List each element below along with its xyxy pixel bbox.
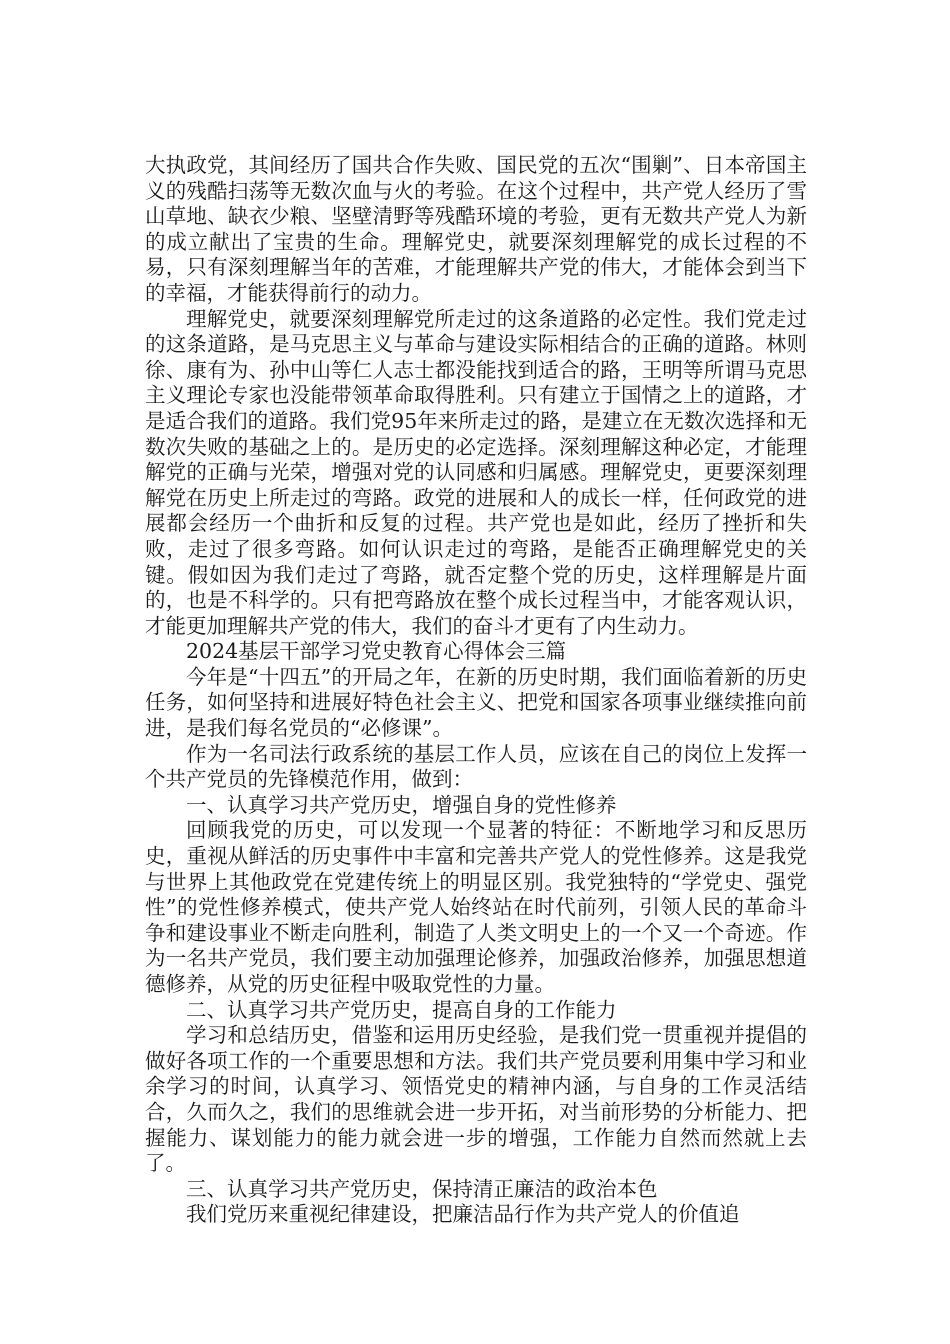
- paragraph-intro: 今年是“十四五”的开局之年，在新的历史时期，我们面临着新的历史任务，如何坚持和进展好特色社会主义、把党和国家各项事业继续推向前进，是我们每名党员的“必修课”。: [145, 664, 807, 741]
- article-title: 2024基层干部学习党史教育心得体会三篇: [186, 639, 567, 664]
- section-heading-1: 一、认真学习共产党历史，增强自身的党性修养: [186, 792, 617, 817]
- paragraph-section-2: 学习和总结历史，借鉴和运用历史经验，是我们党一贯重视并提倡的做好各项工作的一个重要思想和方法。我们共产党员要利用集中学习和业余学习的时间，认真学习、领悟党史的精神内涵，与自身的工作灵活结合，久而久之，我们的思维就会进一步开拓，对当前形势的分析能力、把握能力、谋划能力的能力就会进一步的增强，工作能力自然而然就上去了。: [145, 1023, 807, 1176]
- section-heading-3: 三、认真学习共产党历史，保持清正廉洁的政治本色: [186, 1176, 658, 1201]
- paragraph-section-3: 我们党历来重视纪律建设，把廉洁品行作为共产党人的价值追: [186, 1202, 740, 1227]
- paragraph-hardship: 大执政党，其间经历了国共合作失败、国民党的五次“围剿”、日本帝国主义的残酷扫荡等无数次血与火的考验。在这个过程中，共产党人经历了雪山草地、缺衣少粮、坚壁清野等残酷环境的考验，更有无数共产党人为新的成立献出了宝贵的生命。理解党史，就要深刻理解党的成长过程的不易，只有深刻理解当年的苦难，才能理解共产党的伟大，才能体会到当下的幸福，才能获得前行的动力。: [145, 153, 807, 305]
- paragraph-role: 作为一名司法行政系统的基层工作人员，应该在自己的岗位上发挥一个共产党员的先锋模范作用，做到：: [145, 741, 807, 792]
- document-body: [145, 153, 807, 1228]
- section-heading-2: 二、认真学习共产党历史，提高自身的工作能力: [186, 997, 617, 1022]
- paragraph-road: 理解党史，就要深刻理解党所走过的这条道路的必定性。我们党走过的这条道路，是马克思主义与革命与建设实际相结合的正确的道路。林则徐、康有为、孙中山等仁人志士都没能找到适合的路，王明等所谓马克思主义理论专家也没能带领革命取得胜利。只有建立于国情之上的道路，才是适合我们的道路。我们党95年来所走过的路，是建立在无数次选择和无数次失败的基础之上的。是历史的必定选择。深刻理解这种必定，才能理解党的正确与光荣，增强对党的认同感和归属感。理解党史，更要深刻理解党在历史上所走过的弯路。政党的进展和人的成长一样，任何政党的进展都会经历一个曲折和反复的过程。共产党也是如此，经历了挫折和失败，走过了很多弯路。如何认识走过的弯路，是能否正确理解党史的关键。假如因为我们走过了弯路，就否定整个党的历史，这样理解是片面的，也是不科学的。只有把弯路放在整个成长过程当中，才能客观认识，才能更加理解共产党的伟大，我们的奋斗才更有了内生动力。: [145, 306, 807, 638]
- paragraph-section-1: 回顾我党的历史，可以发现一个显著的特征：不断地学习和反思历史，重视从鲜活的历史事件中丰富和完善共产党人的党性修养。这是我党与世界上其他政党在党建传统上的明显区别。我党独特的“学党史、强党性”的党性修养模式，使共产党人始终站在时代前列，引领人民的革命斗争和建设事业不断走向胜利，制造了人类文明史上的一个又一个奇迹。作为一名共产党员，我们要主动加强理论修养，加强政治修养，加强思想道德修养，从党的历史征程中吸取党性的力量。: [145, 818, 807, 996]
